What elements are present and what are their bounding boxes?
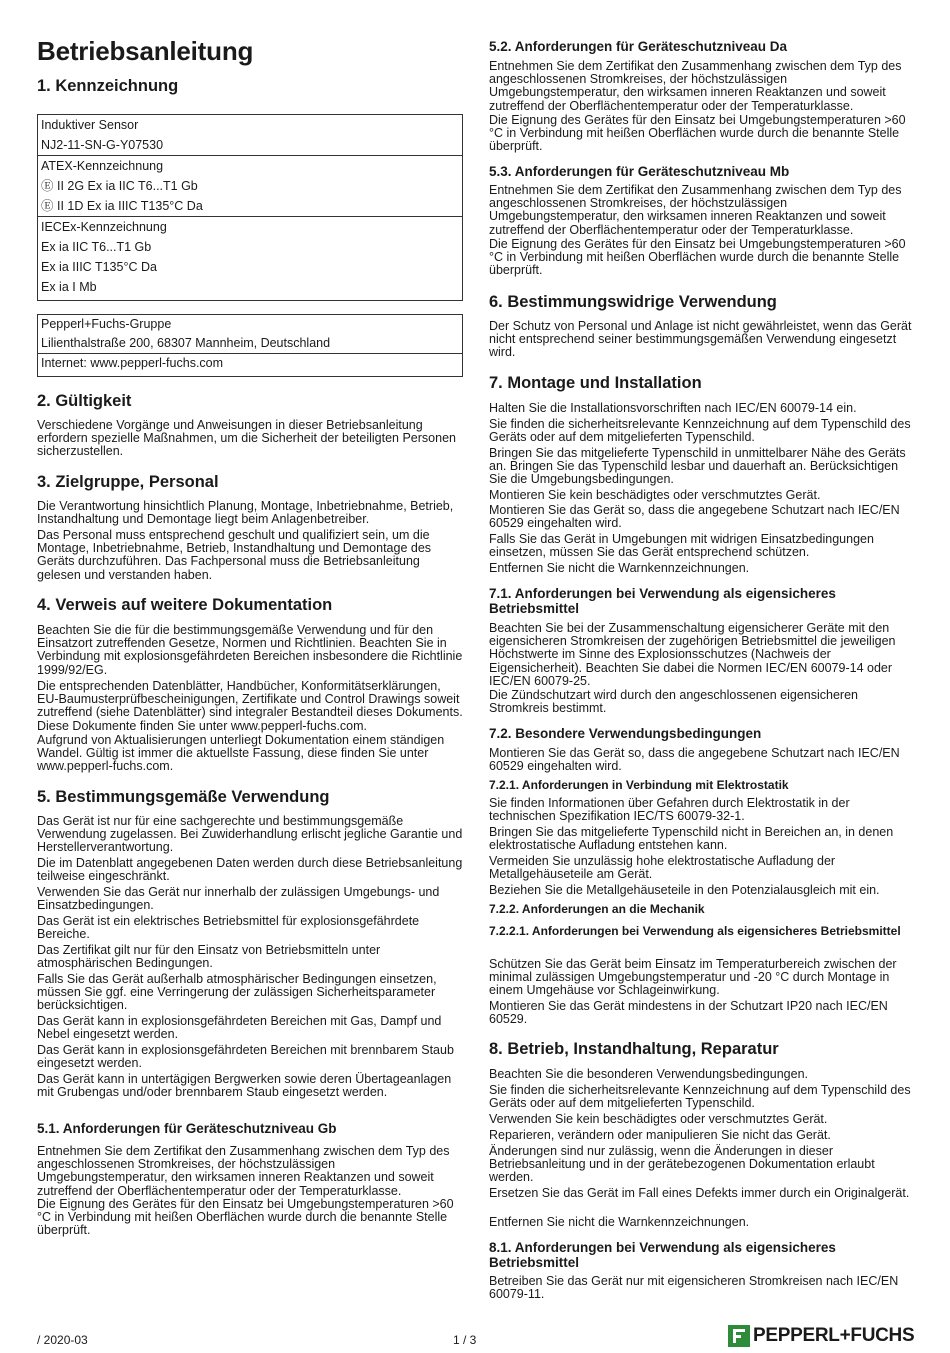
heading-gueltigkeit: 2. Gültigkeit [37,392,132,410]
paragraph: Die entsprechenden Datenblätter, Handbücher, Konformitätserklärungen, EU-Baumusterprüfbescheinigungen, Zertifikate und Control Drawings soweit zutreffend (siehe Datenblätter) sind integraler Bestandteil dieses Dokuments. Diese Dokumente finden Sie unter www.pepperl-fuchs.com. [37,679,463,733]
footer-date: / 2020-03 [37,1333,88,1347]
heading-mechanik: 7.2.2. Anforderungen an die Mechanik [489,902,705,916]
paragraph: Montieren Sie kein beschädigtes oder verschmutztes Gerät. [489,488,821,502]
paragraph: Montieren Sie das Gerät so, dass die angegebene Schutzart nach IEC/EN 60529 eingehalten wird. [489,503,900,531]
paragraph: Schützen Sie das Gerät beim Einsatz im Temperaturbereich zwischen der minimal zulässigen Umgebungstemperatur und -20 °C durch Montage in einem Umgehäuse vor Schlageinwirkung. [489,957,897,998]
paragraph: Bringen Sie das mitgelieferte Typenschild nicht in Bereichen an, in denen elektrostatische Aufladung entstehen kann. [489,825,894,853]
paragraph: Die Eignung des Gerätes für den Einsatz bei Umgebungstemperaturen >60 °C in Verbindung mit heißen Oberflächen wurde durch die benannte Stelle überprüft. [489,237,906,278]
marking-table [37,114,463,301]
paragraph: Vermeiden Sie unzulässig hohe elektrostatische Aufladung der Metallgehäuseteile am Gerät. [489,854,836,882]
paragraph: Sie finden die sicherheitsrelevante Kennzeichnung auf dem Typenschild des Geräts oder auf dem mitgelieferten Typenschild. [489,417,911,445]
paragraph: Verschiedene Vorgänge und Anweisungen in dieser Betriebsanleitung erfordern spezielle Maßnahmen, um die Sicherheit der beteiligten Personen sicherzustellen. [37,418,456,459]
heading-montage: 7. Montage und Installation [489,374,702,392]
paragraph: Verwenden Sie kein beschädigtes oder verschmutztes Gerät. [489,1112,828,1126]
heading-gb: 5.1. Anforderungen für Geräteschutzniveau Gb [37,1121,337,1136]
paragraph: Falls Sie das Gerät außerhalb atmosphärischer Bedingungen einsetzen, müssen Sie ggf. eine Verringerung der zulässigen Sicherheitsparameter berücksichtigen. [37,972,437,1013]
marking-row: Ex ia IIC T6...T1 Gb [41,240,152,254]
paragraph: Das Gerät ist ein elektrisches Betriebsmittel für explosionsgefährdete Bereiche. [37,914,420,942]
heading-eigensicher-81: 8.1. Anforderungen bei Verwendung als eigensicheres Betriebsmittel [489,1240,836,1270]
logo-mark-icon [728,1325,750,1347]
paragraph: Ersetzen Sie das Gerät im Fall eines Defekts immer durch ein Originalgerät. [489,1186,910,1200]
paragraph: Entfernen Sie nicht die Warnkennzeichnungen. [489,1215,750,1229]
paragraph: Montieren Sie das Gerät so, dass die angegebene Schutzart nach IEC/EN 60529 eingehalten wird. [489,746,900,774]
marking-row: ATEX-Kennzeichnung [41,159,164,173]
paragraph: Beziehen Sie die Metallgehäuseteile in den Potenzialausgleich mit ein. [489,883,880,897]
heading-mb: 5.3. Anforderungen für Geräteschutzniveau Mb [489,164,790,179]
paragraph: Reparieren, verändern oder manipulieren Sie nicht das Gerät. [489,1128,831,1142]
paragraph: Entnehmen Sie dem Zertifikat den Zusammenhang zwischen dem Typ des angeschlossenen Stromkreises, der höchstzulässigen Umgebungstemperatur, den wirksamen inneren Reaktanzen und soweit zutreffend der Oberflächentemperatur oder der Temperaturklasse. [489,59,902,113]
marking-row: Ⓔ II 2G Ex ia IIC T6...T1 Gb [41,179,198,193]
heading-zielgruppe: 3. Zielgruppe, Personal [37,473,219,491]
paragraph: Verwenden Sie das Gerät nur innerhalb der zulässigen Umgebungs- und Einsatzbedingungen. [37,885,440,913]
marking-row: Induktiver Sensor [41,118,139,132]
heading-bestimmungsgemaess: 5. Bestimmungsgemäße Verwendung [37,788,330,806]
heading-bestimmungswidrig: 6. Bestimmungswidrige Verwendung [489,293,777,311]
paragraph: Beachten Sie die besonderen Verwendungsbedingungen. [489,1067,809,1081]
paragraph: Das Personal muss entsprechend geschult und qualifiziert sein, um die Montage, Inbetriebnahme, Betrieb, Instandhaltung und Demontage des Geräts durchzuführen. Das Fachpersonal muss die Betriebsanleitung gelesen und verstanden haben. [37,528,432,582]
logo-text: PEPPERL+FUCHS [753,1325,915,1346]
contact-company: Pepperl+Fuchs-Gruppe [41,317,172,331]
paragraph: Sie finden die sicherheitsrelevante Kennzeichnung auf dem Typenschild des Geräts oder auf dem mitgelieferten Typenschild. [489,1083,911,1111]
heading-dokumentation: 4. Verweis auf weitere Dokumentation [37,596,333,614]
paragraph: Die im Datenblatt angegebenen Daten werden durch diese Betriebsanleitung teilweise eingeschränkt. [37,856,463,884]
footer-page-number: 1 / 3 [453,1333,477,1347]
paragraph: Das Zertifikat gilt nur für den Einsatz von Betriebsmitteln unter atmosphärischen Bedingungen. [37,943,381,971]
heading-da: 5.2. Anforderungen für Geräteschutzniveau Da [489,39,788,54]
heading-kennzeichnung: 1. Kennzeichnung [37,77,179,95]
marking-row: Ex ia I Mb [41,280,97,294]
paragraph: Änderungen sind nur zulässig, wenn die Änderungen in dieser Betriebsanleitung und in der gerätebezogenen Dokumentation erlaubt werden. [489,1144,875,1185]
document-title: Betriebsanleitung [37,36,254,66]
paragraph: Bringen Sie das mitgelieferte Typenschild in unmittelbarer Nähe des Geräts an. Bringen Sie das Typenschild lesbar und dauerhaft an. Berücksichtigen Sie die Umgebungsbedingungen. [489,446,906,487]
heading-betrieb: 8. Betrieb, Instandhaltung, Reparatur [489,1040,779,1058]
contact-table [37,314,463,377]
paragraph: Betreiben Sie das Gerät nur mit eigensicheren Stromkreisen nach IEC/EN 60079-11. [489,1274,899,1302]
paragraph: Halten Sie die Installationsvorschriften nach IEC/EN 60079-14 ein. [489,401,857,415]
paragraph: Falls Sie das Gerät in Umgebungen mit widrigen Einsatzbedingungen einsetzen, müssen Sie das Gerät entsprechend schützen. [489,532,874,560]
paragraph: Entnehmen Sie dem Zertifikat den Zusammenhang zwischen dem Typ des angeschlossenen Stromkreises, der höchstzulässigen Umgebungstemperatur, den wirksamen inneren Reaktanzen und soweit zutreffend der Oberflächentemperatur oder der Temperaturklasse. [489,183,902,237]
paragraph: Montieren Sie das Gerät mindestens in der Schutzart IP20 nach IEC/EN 60529. [489,999,888,1027]
heading-eigensicher-71: 7.1. Anforderungen bei Verwendung als eigensicheres Betriebsmittel [489,586,836,616]
paragraph: Beachten Sie die für die bestimmungsgemäße Verwendung und für den Einsatzort zutreffenden Gesetze, Normen und Richtlinien. Beachten Sie in Verbindung mit explosionsgefährdeten Bereichen insbesondere die Richtlinie 1999/92/EG. [37,623,463,677]
paragraph: Das Gerät kann in untertägigen Bergwerken sowie deren Übertageanlagen mit Grubengas und/oder brennbarem Staub eingesetzt werden. [37,1072,452,1100]
pepperl-fuchs-logo [728,1325,914,1347]
marking-row: IECEx-Kennzeichnung [41,220,167,234]
contact-address: Lilienthalstraße 200, 68307 Mannheim, Deutschland [41,336,331,350]
paragraph: Die Verantwortung hinsichtlich Planung, Montage, Inbetriebnahme, Betrieb, Instandhaltung und Demontage liegt beim Anlagenbetreiber. [37,499,454,527]
heading-besondere: 7.2. Besondere Verwendungsbedingungen [489,726,762,741]
paragraph: Aufgrund von Aktualisierungen unterliegt Dokumentation einem ständigen Wandel. Gültig ist immer die aktuellste Fassung, diese finden Sie unter www.pepperl-fuchs.com. [37,733,445,774]
paragraph: Das Gerät ist nur für eine sachgerechte und bestimmungsgemäße Verwendung zugelassen. Bei Zuwiderhandlung erlischt jegliche Garantie und Herstellerverantwortung. [37,814,463,855]
contact-internet: Internet: www.pepperl-fuchs.com [41,356,224,370]
heading-elektrostatik: 7.2.1. Anforderungen in Verbindung mit Elektrostatik [489,778,789,792]
paragraph: Sie finden Informationen über Gefahren durch Elektrostatik in der technischen Spezifikation IEC/TS 60079-32-1. [489,796,850,824]
heading-eigensicher-7221: 7.2.2.1. Anforderungen bei Verwendung als eigensicheres Betriebsmittel [489,924,901,938]
marking-row: Ex ia IIIC T135°C Da [41,260,157,274]
paragraph: Das Gerät kann in explosionsgefährdeten Bereichen mit Gas, Dampf und Nebel eingesetzt werden. [37,1014,442,1042]
paragraph: Die Zündschutzart wird durch den angeschlossenen eigensicheren Stromkreis bestimmt. [489,688,858,716]
marking-row: NJ2-11-SN-G-Y07530 [41,138,164,152]
paragraph: Entfernen Sie nicht die Warnkennzeichnungen. [489,561,750,575]
paragraph: Beachten Sie bei der Zusammenschaltung eigensicherer Geräte mit den eigensicheren Stromkreisen der zugehörigen Betriebsmittel die jeweiligen Höchstwerte im Sinne des Explosionsschutzes (Nachweis der Eigensicherheit). Beachten Sie dabei die Normen IEC/EN 60079-14 oder IEC/EN 60079-25. [489,621,896,688]
paragraph: Der Schutz von Personal und Anlage ist nicht gewährleistet, wenn das Gerät nicht entsprechend seiner bestimmungsgemäßen Verwendung eingesetzt wird. [489,319,912,360]
paragraph: Die Eignung des Gerätes für den Einsatz bei Umgebungstemperaturen >60 °C in Verbindung mit heißen Oberflächen wurde durch die benannte Stelle überprüft. [37,1197,454,1238]
marking-row: Ⓔ II 1D Ex ia IIIC T135°C Da [41,199,203,213]
paragraph: Die Eignung des Gerätes für den Einsatz bei Umgebungstemperaturen >60 °C in Verbindung mit heißen Oberflächen wurde durch die benannte Stelle überprüft. [489,113,906,154]
paragraph: Entnehmen Sie dem Zertifikat den Zusammenhang zwischen dem Typ des angeschlossenen Stromkreises, der höchstzulässigen Umgebungstemperatur, den wirksamen inneren Reaktanzen und soweit zutreffend der Oberflächentemperatur oder der Temperaturklasse. [37,1144,450,1198]
paragraph: Das Gerät kann in explosionsgefährdeten Bereichen mit brennbarem Staub eingesetzt werden. [37,1043,454,1071]
